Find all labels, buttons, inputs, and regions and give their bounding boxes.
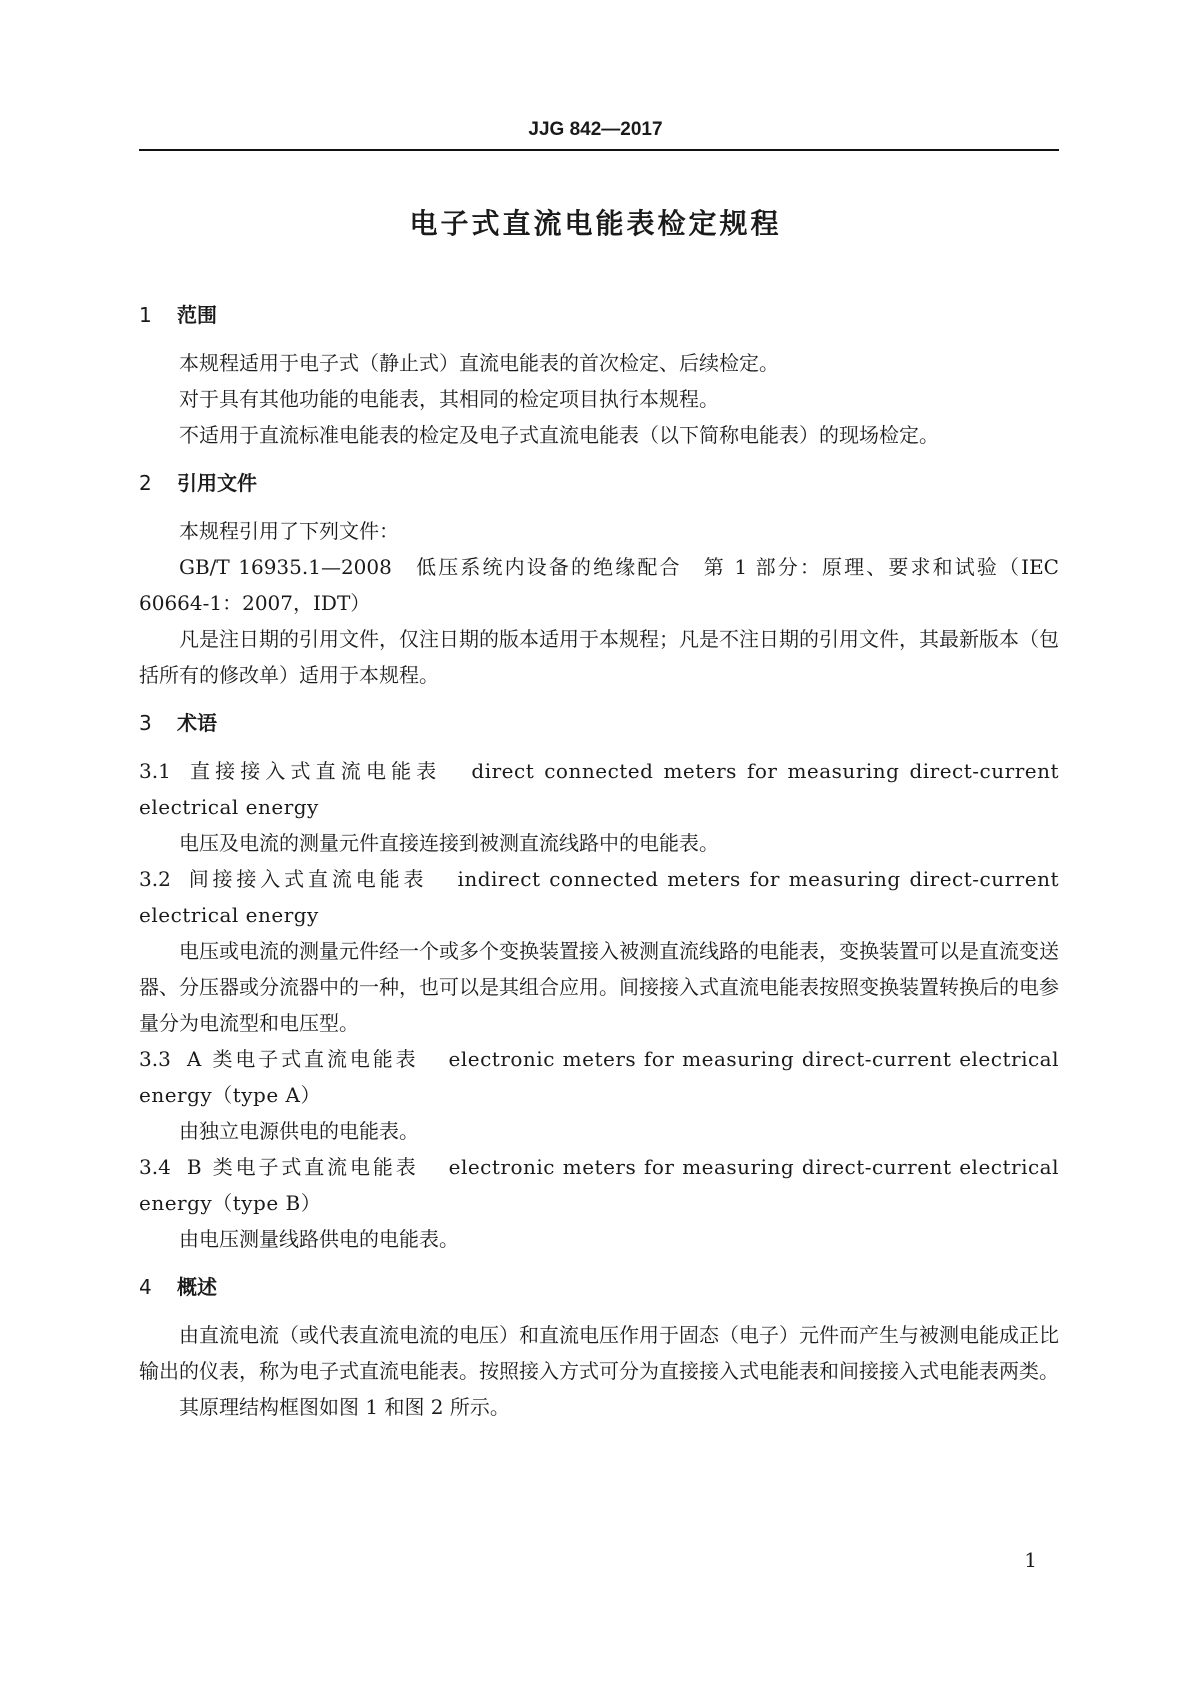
term-en: electronic meters for measuring direct-current electrical energy（type A） — [139, 1047, 1059, 1107]
document-title: 电子式直流电能表检定规程 — [409, 207, 782, 240]
term-entry — [139, 753, 1059, 825]
section-heading-terms: 3 术语 — [139, 711, 217, 735]
paragraph: 本规程适用于电子式（静止式）直流电能表的首次检定、后续检定。 — [179, 351, 779, 375]
term-number: 3.1 — [139, 759, 171, 783]
term-entry — [139, 1149, 1059, 1221]
term-en: electronic meters for measuring direct-current electrical energy（type B） — [139, 1155, 1059, 1215]
term-cn: 间接接入式直流电能表 — [186, 867, 428, 891]
term-en: indirect connected meters for measuring direct-current electrical energy — [139, 867, 1059, 927]
paragraph: 不适用于直流标准电能表的检定及电子式直流电能表（以下简称电能表）的现场检定。 — [179, 423, 939, 447]
term-definition: 电压或电流的测量元件经一个或多个变换装置接入被测直流线路的电能表，变换装置可以是直流变送器、分压器或分流器中的一种，也可以是其组合应用。间接接入式直流电能表按照变换装置转换后的电参量分为电流型和电压型。 — [139, 939, 1059, 1035]
term-definition: 由电压测量线路供电的电能表。 — [179, 1227, 459, 1251]
section-heading-scope: 1 范围 — [139, 303, 217, 327]
paragraph: 本规程引用了下列文件： — [179, 519, 399, 543]
header-rule — [139, 149, 1059, 151]
reference-entry: GB/T 16935.1—2008 低压系统内设备的绝缘配合 第 1 部分：原理、要求和试验（IEC 60664-1：2007，IDT） — [139, 555, 1059, 615]
document-body — [139, 297, 1059, 1425]
section-heading-overview: 4 概述 — [139, 1275, 217, 1299]
standard-code: JJG 842—2017 — [528, 119, 663, 140]
term-definition: 电压及电流的测量元件直接连接到被测直流线路中的电能表。 — [179, 831, 719, 855]
term-cn: A 类电子式直流电能表 — [186, 1047, 419, 1071]
term-en: direct connected meters for measuring direct-current electrical energy — [139, 759, 1060, 819]
term-cn: B 类电子式直流电能表 — [186, 1155, 419, 1179]
paragraph: 对于具有其他功能的电能表，其相同的检定项目执行本规程。 — [179, 387, 719, 411]
term-entry — [139, 1041, 1059, 1113]
paragraph: 其原理结构框图如图 1 和图 2 所示。 — [179, 1395, 510, 1419]
term-number: 3.4 — [139, 1155, 171, 1179]
term-number: 3.3 — [139, 1047, 171, 1071]
term-entry — [139, 861, 1059, 933]
paragraph: 由直流电流（或代表直流电流的电压）和直流电压作用于固态（电子）元件而产生与被测电能成正比输出的仪表，称为电子式直流电能表。按照接入方式可分为直接接入式电能表和间接接入式电能表两类。 — [139, 1323, 1059, 1383]
term-number: 3.2 — [139, 867, 171, 891]
page-number: 1 — [1024, 1548, 1037, 1572]
section-heading-references: 2 引用文件 — [139, 471, 257, 495]
paragraph: 凡是注日期的引用文件，仅注日期的版本适用于本规程；凡是不注日期的引用文件，其最新版本（包括所有的修改单）适用于本规程。 — [139, 627, 1059, 687]
term-cn: 直接接入式直流电能表 — [186, 759, 442, 783]
term-definition: 由独立电源供电的电能表。 — [179, 1119, 419, 1143]
